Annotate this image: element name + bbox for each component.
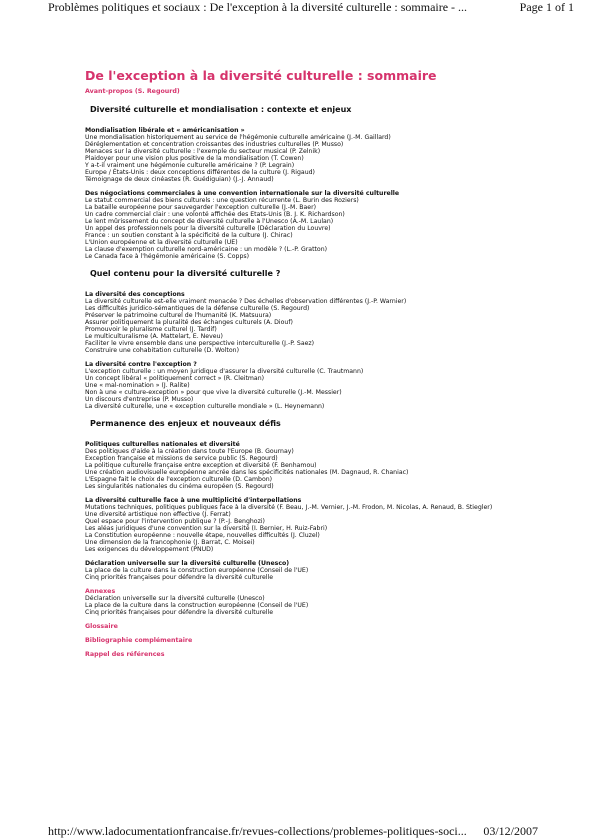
article-link[interactable]: Exception française et missions de service public (S. Regourd) <box>85 455 278 462</box>
article-link[interactable]: La bataille européenne pour sauvegarder l'exception culturelle (J.-M. Baer) <box>85 204 317 211</box>
article-link[interactable]: Menaces sur la diversité culturelle : l'exemple du secteur musical (P. Zelnik) <box>85 148 321 155</box>
article-link[interactable]: La Constitution européenne : nouvelle étape, nouvelles difficultés (J. Cluzel) <box>85 532 320 539</box>
article-link[interactable]: Une dimension de la francophonie (J. Barrat, C. Moisei) <box>85 539 255 546</box>
document-title: Problèmes politiques et sociaux : De l'exception à la diversité culturelle : sommaire - ... <box>48 0 468 14</box>
print-header <box>0 0 590 14</box>
article-link[interactable]: La politique culturelle française entre exception et diversité (F. Benhamou) <box>85 462 317 469</box>
part-title: Quel contenu pour la diversité culturelle ? <box>90 269 281 278</box>
article-link[interactable]: Un concept libéral « politiquement correct » (R. Cleitman) <box>85 375 265 382</box>
avant-propos-link[interactable]: Avant-propos (S. Regourd) <box>85 88 180 95</box>
part-title: Permanence des enjeux et nouveaux défis <box>90 419 281 428</box>
section-title: Déclaration universelle sur la diversité culturelle (Unesco) <box>85 560 290 567</box>
print-footer <box>0 824 590 838</box>
article-link[interactable]: Un appel des professionnels pour la diversité culturelle (Déclaration du Louvre) <box>85 225 331 232</box>
article-link[interactable]: Assurer politiquement la pluralité des échanges culturels (A. Diouf) <box>85 319 293 326</box>
article-link[interactable]: Une création audiovisuelle européenne ancrée dans les spécificités nationales (M. Dagnaud, R. Chaniac) <box>85 469 409 476</box>
article-link[interactable]: La diversité culturelle, une « exception culturelle mondiale » (L. Heynemann) <box>85 403 325 410</box>
article-link[interactable]: La diversité culturelle est-elle vraiment menacée ? Des échelles d'observation différentes (J.-P. Warnier) <box>85 298 407 305</box>
article-link[interactable]: Mutations techniques, politiques publiques face à la diversité (F. Beau, J.-M. Vernier, J.-M. Frodon, M. Nicolas, A. Renaud, B. Stiegler) <box>85 504 493 511</box>
article-link[interactable]: La clause d'exemption culturelle nord-américaine : un modèle ? (L.-P. Gratton) <box>85 246 328 253</box>
article-link[interactable]: Témoignage de deux cinéastes (R. Guédiguian) (J.-J. Annaud) <box>85 176 274 183</box>
article-link[interactable]: France : un soutien constant à la spécificité de la culture (J. Chirac) <box>85 232 293 239</box>
section-title: La diversité contre l'exception ? <box>85 361 197 368</box>
part-title: Diversité culturelle et mondialisation : contexte et enjeux <box>90 105 352 114</box>
article-link[interactable]: Des politiques d'aide à la création dans toute l'Europe (B. Gournay) <box>85 448 294 455</box>
article-link[interactable]: Un cadre commercial clair : une volonté affichée des Etats-Unis (B. J. K. Richardson) <box>85 211 345 218</box>
article-link[interactable]: Les difficultés juridico-sémantiques de la défense culturelle (S. Regourd) <box>85 305 310 312</box>
article-link[interactable]: Une mondialisation historiquement au service de l'hégémonie culturelle américaine (J.-M. Gaillard) <box>85 134 391 141</box>
article-link[interactable]: Y a-t-il vraiment une hégémonie culturelle américaine ? (P. Legrain) <box>85 162 295 169</box>
article-link[interactable]: Le statut commercial des biens culturels : une question récurrente (L. Burin des Roziers) <box>85 197 359 204</box>
page-title: De l'exception à la diversité culturelle : sommaire <box>85 68 437 83</box>
article-link[interactable]: Construire une cohabitation culturelle (D. Wolton) <box>85 347 239 354</box>
article-link[interactable]: La place de la culture dans la construction européenne (Conseil de l'UE) <box>85 567 309 574</box>
annexes-link[interactable]: Annexes <box>85 588 116 595</box>
rappel-references-link[interactable]: Rappel des références <box>85 651 165 658</box>
article-link[interactable]: Le multiculturalisme (A. Mattelart, E. Neveu) <box>85 333 223 340</box>
article-link[interactable]: Les singularités nationales du cinéma européen (S. Regourd) <box>85 483 274 490</box>
bibliographie-link[interactable]: Bibliographie complémentaire <box>85 637 193 644</box>
article-link[interactable]: Le Canada face à l'hégémonie américaine (S. Copps) <box>85 253 250 260</box>
article-link[interactable]: L'Espagne fait le choix de l'exception culturelle (D. Cambon) <box>85 476 273 483</box>
page-url: http://www.ladocumentationfrancaise.fr/revues-collections/problemes-politiques-soci... <box>48 824 467 838</box>
article-link[interactable]: Les aléas juridiques d'une convention sur la diversité (I. Bernier, H. Ruiz-Fabri) <box>85 525 328 532</box>
article-link[interactable]: Faciliter le vivre ensemble dans une perspective interculturelle (J.-P. Saez) <box>85 340 315 347</box>
article-link[interactable]: Le lent mûrissement du concept de diversité culturelle à l'Unesco (A.-M. Laulan) <box>85 218 334 225</box>
article-link[interactable]: Quel espace pour l'intervention publique ? (P.-J. Benghozi) <box>85 518 265 525</box>
article-link[interactable]: Europe / États-Unis : deux conceptions différentes de la culture (J. Rigaud) <box>85 169 315 176</box>
section-title: La diversité culturelle face à une multiplicité d'interpellations <box>85 497 302 504</box>
article-link[interactable]: Préserver le patrimoine culturel de l'humanité (K. Matsuura) <box>85 312 272 319</box>
article-link[interactable]: Plaidoyer pour une vision plus positive de la mondialisation (T. Cowen) <box>85 155 304 162</box>
article-link[interactable]: Un discours d'entreprise (P. Musso) <box>85 396 194 403</box>
article-link[interactable]: L'Union européenne et la diversité culturelle (UE) <box>85 239 238 246</box>
glossaire-link[interactable]: Glossaire <box>85 623 118 630</box>
section-title: Des négociations commerciales à une convention internationale sur la diversité culturelle <box>85 190 400 197</box>
annexe-link[interactable]: Déclaration universelle sur la diversité culturelle (Unesco) <box>85 595 265 602</box>
section-title: La diversité des conceptions <box>85 291 185 298</box>
section-title: Politiques culturelles nationales et diversité <box>85 441 240 448</box>
print-date: 03/12/2007 <box>483 824 538 838</box>
section-title: Mondialisation libérale et « américanisation » <box>85 127 245 134</box>
article-link[interactable]: Une diversité artistique non effective (J. Ferrat) <box>85 511 231 518</box>
article-link[interactable]: Cinq priorités françaises pour défendre la diversité culturelle <box>85 574 274 581</box>
article-link[interactable]: Déréglementation et concentration croissantes des industries culturelles (P. Musso) <box>85 141 344 148</box>
article-link[interactable]: Non à une « culture-exception » pour que vive la diversité culturelle (J.-M. Messier) <box>85 389 342 396</box>
article-link[interactable]: Une « mal-nomination » (J. Ralite) <box>85 382 190 389</box>
page-number: Page 1 of 1 <box>519 0 574 14</box>
annexe-link[interactable]: La place de la culture dans la construction européenne (Conseil de l'UE) <box>85 602 309 609</box>
article-link[interactable]: Promouvoir le pluralisme culturel (J. Tardif) <box>85 326 217 333</box>
article-link[interactable]: Les exigences du développement (PNUD) <box>85 546 214 553</box>
article-link[interactable]: L'exception culturelle : un moyen juridique d'assurer la diversité culturelle (C. Trautmann) <box>85 368 364 375</box>
annexe-link[interactable]: Cinq priorités françaises pour défendre la diversité culturelle <box>85 609 274 616</box>
sommaire-content <box>85 68 555 658</box>
